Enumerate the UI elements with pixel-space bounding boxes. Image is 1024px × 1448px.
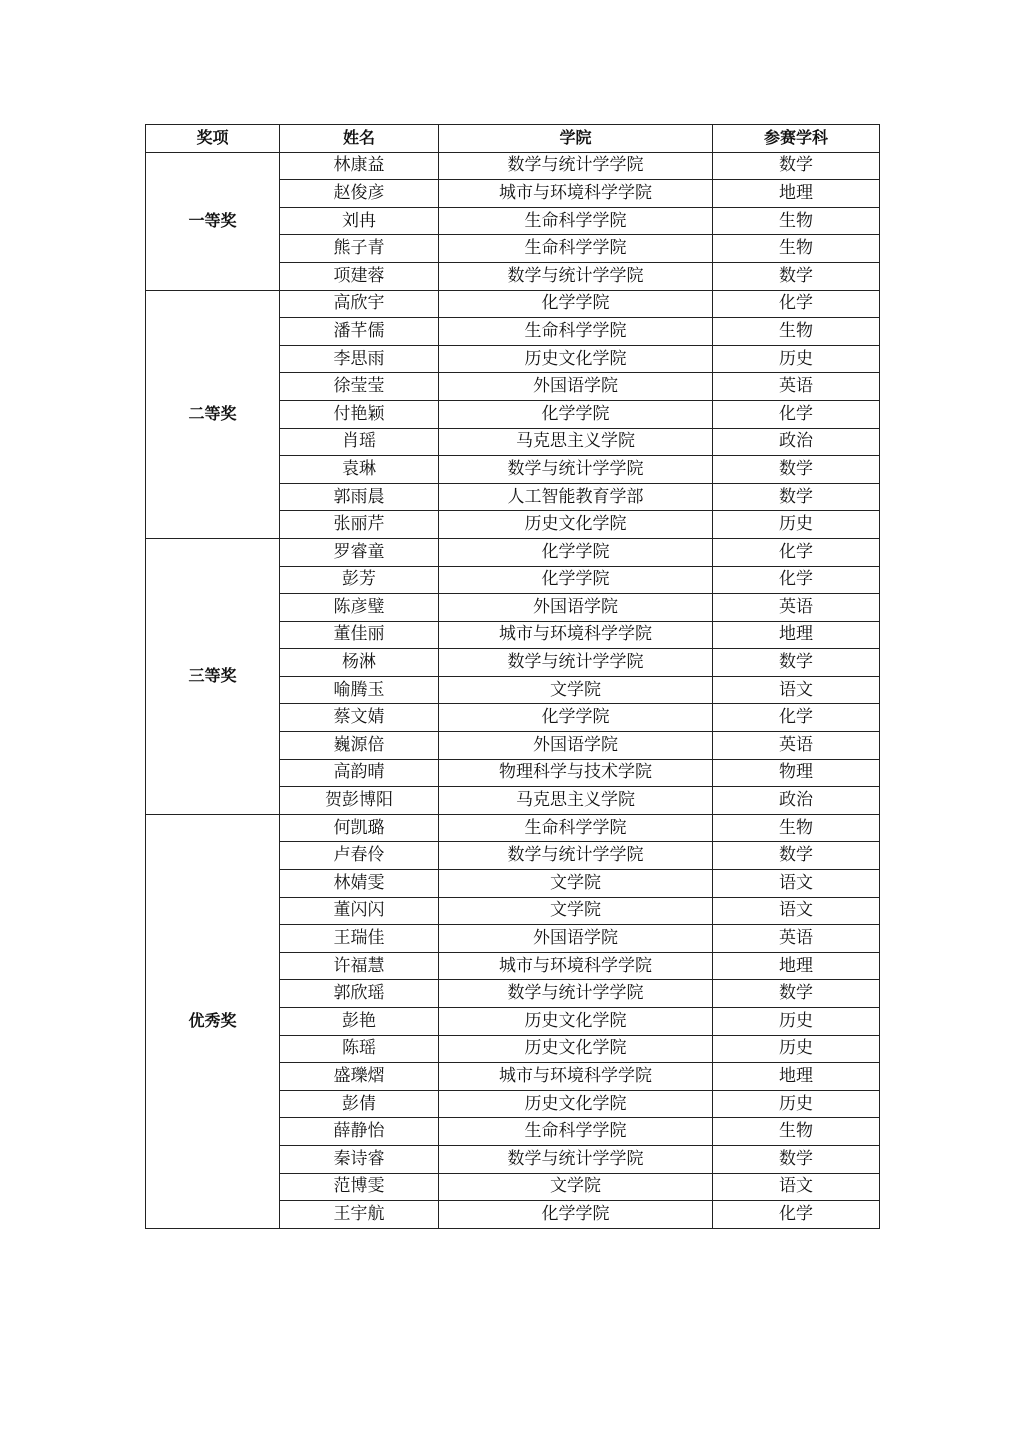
subject-cell: 生物 [713,318,880,346]
college-cell: 马克思主义学院 [439,428,713,456]
subject-cell: 语文 [713,1173,880,1201]
student-name-cell: 薛静怡 [280,1118,439,1146]
subject-cell: 生物 [713,814,880,842]
student-name-cell: 肖瑶 [280,428,439,456]
student-name-cell: 盛瓅熠 [280,1063,439,1091]
student-name-cell: 张丽芹 [280,511,439,539]
header-award: 奖项 [146,125,280,153]
college-cell: 数学与统计学学院 [439,152,713,180]
subject-cell: 数学 [713,649,880,677]
college-cell: 化学学院 [439,1201,713,1229]
college-cell: 数学与统计学学院 [439,262,713,290]
student-name-cell: 袁琳 [280,456,439,484]
college-cell: 生命科学学院 [439,1118,713,1146]
student-name-cell: 彭艳 [280,1008,439,1036]
subject-cell: 语文 [713,870,880,898]
subject-cell: 数学 [713,456,880,484]
subject-cell: 历史 [713,1008,880,1036]
student-name-cell: 许福慧 [280,952,439,980]
subject-cell: 英语 [713,373,880,401]
student-name-cell: 林婧雯 [280,870,439,898]
college-cell: 数学与统计学学院 [439,1145,713,1173]
student-name-cell: 范博雯 [280,1173,439,1201]
subject-cell: 英语 [713,925,880,953]
subject-cell: 生物 [713,235,880,263]
college-cell: 数学与统计学学院 [439,980,713,1008]
award-level-cell: 二等奖 [146,290,280,538]
college-cell: 文学院 [439,1173,713,1201]
student-name-cell: 秦诗睿 [280,1145,439,1173]
subject-cell: 政治 [713,787,880,815]
student-name-cell: 王瑞佳 [280,925,439,953]
subject-cell: 英语 [713,732,880,760]
subject-cell: 化学 [713,290,880,318]
college-cell: 数学与统计学学院 [439,456,713,484]
table-row [146,538,880,566]
student-name-cell: 熊子青 [280,235,439,263]
college-cell: 城市与环境科学学院 [439,621,713,649]
subject-cell: 数学 [713,980,880,1008]
award-table [145,124,880,1229]
table-header [146,125,880,153]
table-row [146,152,880,180]
subject-cell: 化学 [713,704,880,732]
student-name-cell: 高韵晴 [280,759,439,787]
college-cell: 生命科学学院 [439,235,713,263]
student-name-cell: 郭欣瑶 [280,980,439,1008]
subject-cell: 化学 [713,566,880,594]
college-cell: 历史文化学院 [439,511,713,539]
college-cell: 文学院 [439,870,713,898]
student-name-cell: 徐莹莹 [280,373,439,401]
student-name-cell: 林康益 [280,152,439,180]
subject-cell: 地理 [713,621,880,649]
college-cell: 城市与环境科学学院 [439,952,713,980]
student-name-cell: 蔡文婧 [280,704,439,732]
table-row [146,814,880,842]
college-cell: 化学学院 [439,704,713,732]
student-name-cell: 杨淋 [280,649,439,677]
college-cell: 人工智能教育学部 [439,483,713,511]
subject-cell: 生物 [713,207,880,235]
student-name-cell: 彭倩 [280,1090,439,1118]
subject-cell: 数学 [713,262,880,290]
subject-cell: 语文 [713,897,880,925]
subject-cell: 化学 [713,538,880,566]
subject-cell: 化学 [713,1201,880,1229]
student-name-cell: 喻腾玉 [280,676,439,704]
student-name-cell: 何凯璐 [280,814,439,842]
college-cell: 数学与统计学学院 [439,842,713,870]
student-name-cell: 高欣宇 [280,290,439,318]
subject-cell: 数学 [713,152,880,180]
subject-cell: 历史 [713,1035,880,1063]
subject-cell: 历史 [713,511,880,539]
college-cell: 物理科学与技术学院 [439,759,713,787]
student-name-cell: 王宇航 [280,1201,439,1229]
subject-cell: 历史 [713,345,880,373]
award-level-cell: 优秀奖 [146,814,280,1228]
student-name-cell: 彭芳 [280,566,439,594]
college-cell: 城市与环境科学学院 [439,1063,713,1091]
college-cell: 历史文化学院 [439,345,713,373]
subject-cell: 数学 [713,483,880,511]
student-name-cell: 卢春伶 [280,842,439,870]
college-cell: 城市与环境科学学院 [439,180,713,208]
student-name-cell: 巍源倍 [280,732,439,760]
college-cell: 历史文化学院 [439,1035,713,1063]
college-cell: 化学学院 [439,400,713,428]
subject-cell: 地理 [713,1063,880,1091]
subject-cell: 英语 [713,594,880,622]
subject-cell: 化学 [713,400,880,428]
subject-cell: 生物 [713,1118,880,1146]
table-row [146,290,880,318]
student-name-cell: 陈彦璧 [280,594,439,622]
student-name-cell: 董佳丽 [280,621,439,649]
student-name-cell: 项建蓉 [280,262,439,290]
header-name: 姓名 [280,125,439,153]
student-name-cell: 贺彭博阳 [280,787,439,815]
college-cell: 生命科学学院 [439,814,713,842]
college-cell: 数学与统计学学院 [439,649,713,677]
college-cell: 历史文化学院 [439,1090,713,1118]
college-cell: 化学学院 [439,566,713,594]
student-name-cell: 郭雨晨 [280,483,439,511]
college-cell: 文学院 [439,897,713,925]
subject-cell: 数学 [713,1145,880,1173]
college-cell: 马克思主义学院 [439,787,713,815]
subject-cell: 历史 [713,1090,880,1118]
college-cell: 化学学院 [439,538,713,566]
student-name-cell: 潘芊儒 [280,318,439,346]
student-name-cell: 刘冉 [280,207,439,235]
college-cell: 外国语学院 [439,732,713,760]
student-name-cell: 罗睿童 [280,538,439,566]
college-cell: 生命科学学院 [439,318,713,346]
award-level-cell: 三等奖 [146,538,280,814]
college-cell: 生命科学学院 [439,207,713,235]
subject-cell: 地理 [713,952,880,980]
college-cell: 文学院 [439,676,713,704]
student-name-cell: 赵俊彦 [280,180,439,208]
college-cell: 外国语学院 [439,925,713,953]
student-name-cell: 付艳颖 [280,400,439,428]
college-cell: 历史文化学院 [439,1008,713,1036]
header-row [146,125,880,153]
subject-cell: 地理 [713,180,880,208]
college-cell: 外国语学院 [439,594,713,622]
header-subject: 参赛学科 [713,125,880,153]
student-name-cell: 陈瑶 [280,1035,439,1063]
college-cell: 化学学院 [439,290,713,318]
student-name-cell: 李思雨 [280,345,439,373]
subject-cell: 政治 [713,428,880,456]
subject-cell: 数学 [713,842,880,870]
table-body [146,152,880,1228]
award-level-cell: 一等奖 [146,152,280,290]
header-college: 学院 [439,125,713,153]
subject-cell: 语文 [713,676,880,704]
student-name-cell: 董闪闪 [280,897,439,925]
subject-cell: 物理 [713,759,880,787]
college-cell: 外国语学院 [439,373,713,401]
